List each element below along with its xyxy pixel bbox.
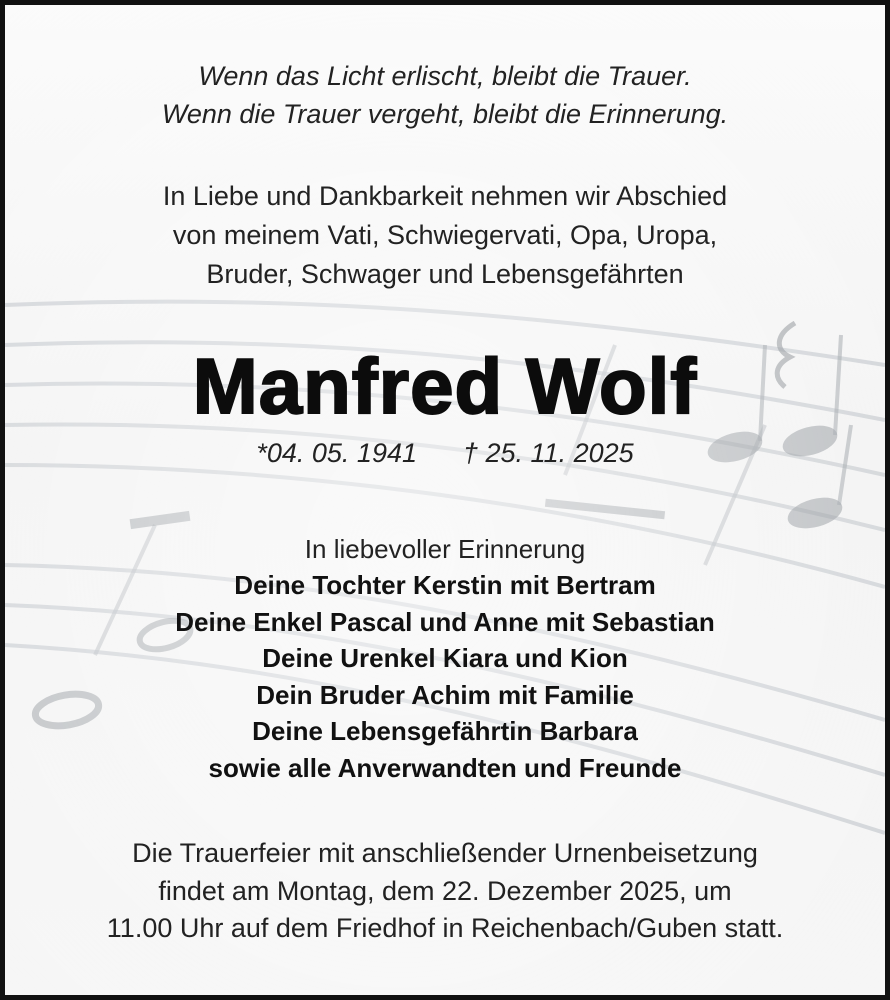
mourners-list bbox=[5, 567, 885, 786]
mourner-line: Deine Tochter Kerstin mit Bertram bbox=[234, 570, 656, 600]
intro-line-3: Bruder, Schwager und Lebensgefährten bbox=[206, 259, 684, 289]
funeral-service-info bbox=[5, 835, 885, 948]
birth-date: *04. 05. 1941 bbox=[256, 438, 417, 468]
quote-line-1: Wenn das Licht erlischt, bleibt die Trauer. bbox=[198, 61, 692, 91]
quote-line-2: Wenn die Trauer vergeht, bleibt die Erinnerung. bbox=[161, 99, 729, 129]
intro-line-1: In Liebe und Dankbarkeit nehmen wir Abschied bbox=[162, 181, 728, 211]
service-line-2: findet am Montag, dem 22. Dezember 2025, um bbox=[158, 875, 732, 906]
service-line-1: Die Trauerfeier mit anschließender Urnenbeisetzung bbox=[132, 838, 758, 868]
intro-line-2: von meinem Vati, Schwiegervati, Opa, Uropa, bbox=[172, 220, 718, 250]
death-date: † 25. 11. 2025 bbox=[463, 438, 634, 468]
opening-quote bbox=[5, 57, 885, 133]
life-dates bbox=[5, 435, 885, 471]
obituary-content bbox=[5, 5, 885, 995]
mourner-line: Deine Lebensgefährtin Barbara bbox=[252, 716, 638, 746]
mourner-line: sowie alle Anverwandten und Freunde bbox=[208, 752, 682, 783]
mourner-line: Deine Enkel Pascal und Anne mit Sebastian bbox=[175, 606, 715, 637]
mourner-line: Dein Bruder Achim mit Familie bbox=[256, 679, 634, 710]
deceased-name: Manfred Wolf bbox=[192, 342, 698, 430]
mourner-line: Deine Urenkel Kiara und Kion bbox=[262, 643, 628, 673]
mourners-intro: In liebevoller Erinnerung bbox=[304, 534, 586, 564]
farewell-intro bbox=[5, 177, 885, 294]
service-line-3: 11.00 Uhr auf dem Friedhof in Reichenbach/Guben statt. bbox=[106, 913, 784, 943]
